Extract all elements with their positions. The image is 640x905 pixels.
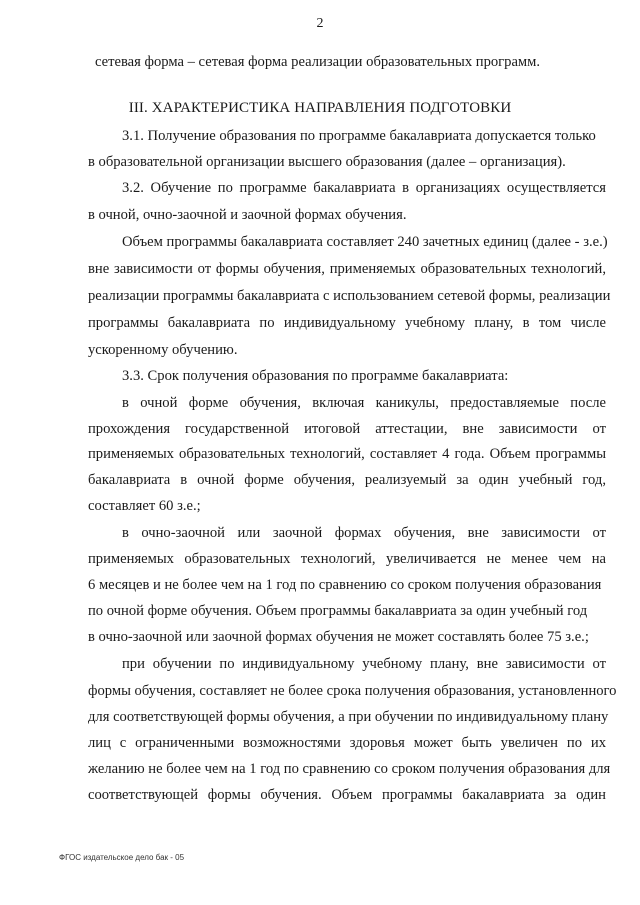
- text-line: в очной форме обучения, включая каникулы, предоставляемые после: [122, 395, 606, 411]
- text-line: применяемых образовательных технологий, увеличивается не менее чем на: [88, 551, 606, 567]
- text-line: реализации программы бакалавриата с использованием сетевой формы, реализации: [88, 288, 611, 304]
- text-line: 3.2. Обучение по программе бакалавриата в организациях осуществляется: [122, 180, 606, 196]
- text-line: 3.3. Срок получения образования по программе бакалавриата:: [122, 368, 509, 384]
- text-line: соответствующей формы обучения. Объем программы бакалавриата за один: [88, 787, 606, 803]
- text-line: в очной, очно-заочной и заочной формах обучения.: [88, 207, 407, 223]
- text-line: желанию не более чем на 1 год по сравнению со сроком получения образования для: [88, 761, 611, 777]
- text-line: составляет 60 з.е.;: [88, 498, 201, 514]
- text-line: 3.1. Получение образования по программе бакалавриата допускается только: [122, 128, 596, 144]
- text-line: в очно-заочной или заочной формах обучения не может составлять более 75 з.е.;: [88, 629, 589, 645]
- text-line: в образовательной организации высшего образования (далее – организация).: [88, 154, 566, 170]
- footer-text: ФГОС издательское дело бак - 05: [59, 853, 185, 862]
- text-line: при обучении по индивидуальному учебному плану, вне зависимости от: [122, 656, 606, 672]
- text-line: Объем программы бакалавриата составляет 240 зачетных единиц (далее - з.е.): [122, 234, 608, 250]
- text-line: в очно-заочной или заочной формах обучения, вне зависимости от: [122, 525, 606, 541]
- text-line: прохождения государственной итоговой аттестации, вне зависимости от: [88, 421, 606, 437]
- text-line: вне зависимости от формы обучения, применяемых образовательных технологий,: [88, 261, 606, 277]
- text-line: формы обучения, составляет не более срока получения образования, установленного: [88, 683, 617, 699]
- text-line: применяемых образовательных технологий, составляет 4 года. Объем программы: [88, 446, 606, 462]
- text-line: сетевая форма – сетевая форма реализации образовательных программ.: [95, 54, 541, 70]
- text-line: ускоренному обучению.: [88, 342, 238, 358]
- text-line: 6 месяцев и не более чем на 1 год по сравнению со сроком получения образования: [88, 577, 602, 593]
- text-line: для соответствующей формы обучения, а при обучении по индивидуальному плану: [88, 709, 609, 725]
- text-line: бакалавриата в очной форме обучения, реализуемый за один учебный год,: [88, 472, 606, 488]
- page-number: 2: [316, 16, 324, 31]
- text-line: лиц с ограниченными возможностями здоровья может быть увеличен по их: [88, 735, 606, 751]
- text-line: программы бакалавриата по индивидуальному учебному плану, в том числе: [88, 315, 606, 331]
- text-line: по очной форме обучения. Объем программы бакалавриата за один учебный год: [88, 603, 588, 619]
- section-heading: III. ХАРАКТЕРИСТИКА НАПРАВЛЕНИЯ ПОДГОТОВКИ: [128, 100, 512, 116]
